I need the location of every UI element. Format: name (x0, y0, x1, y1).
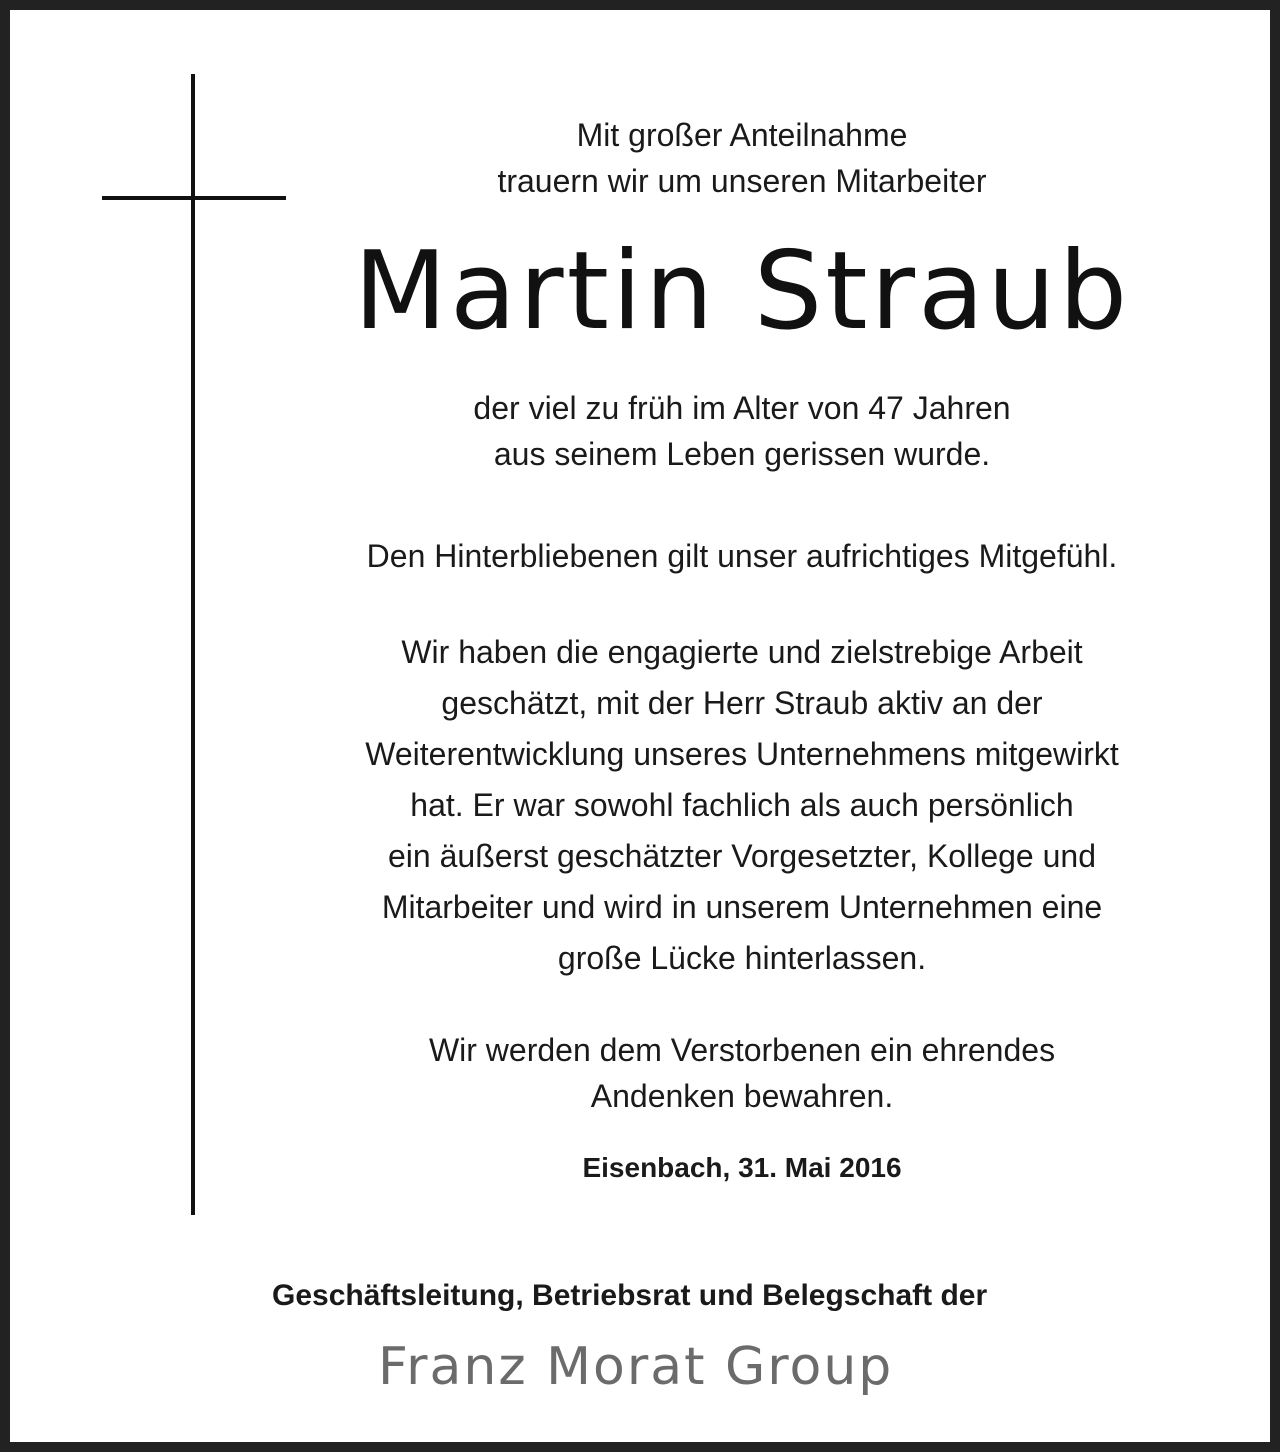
tribute-line: große Lücke hinterlassen. (557, 940, 927, 976)
memory-line: Andenken bewahren. (590, 1078, 894, 1114)
age-line: aus seinem Leben gerissen wurde. (493, 436, 991, 472)
tribute-line: Mitarbeiter und wird in unserem Unternehmen eine (381, 889, 1103, 925)
age-line: der viel zu früh im Alter von 47 Jahren (473, 390, 1011, 426)
intro-line: trauern wir um unseren Mitarbeiter (497, 163, 987, 199)
company-name: Franz Morat Group (378, 1337, 894, 1397)
cross-horizontal-bar (102, 196, 286, 200)
age-statement (286, 385, 1198, 477)
tribute-line: Wir haben die engagierte und zielstrebige Arbeit (401, 634, 1083, 670)
tribute-line: geschätzt, mit der Herr Straub aktiv an der (441, 685, 1043, 721)
tribute-line: hat. Er war sowohl fachlich als auch persönlich (410, 787, 1074, 823)
tribute-line: Weiterentwicklung unseres Unternehmens mitgewirkt (365, 736, 1119, 772)
signatories: Geschäftsleitung, Betriebsrat und Belegschaft der (272, 1279, 988, 1312)
deceased-name: Martin Straub (353, 229, 1131, 354)
place-date: Eisenbach, 31. Mai 2016 (582, 1152, 902, 1183)
memory-line: Wir werden dem Verstorbenen ein ehrendes (428, 1032, 1056, 1068)
tribute-text (286, 627, 1198, 984)
memory-text (286, 1027, 1198, 1119)
intro-text (286, 112, 1198, 204)
cross-vertical-bar (191, 74, 195, 1215)
tribute-line: ein äußerst geschätzter Vorgesetzter, Kollege und (388, 838, 1096, 874)
intro-line: Mit großer Anteilnahme (576, 117, 908, 153)
sympathy-text: Den Hinterbliebenen gilt unser aufrichtiges Mitgefühl. (366, 538, 1118, 574)
